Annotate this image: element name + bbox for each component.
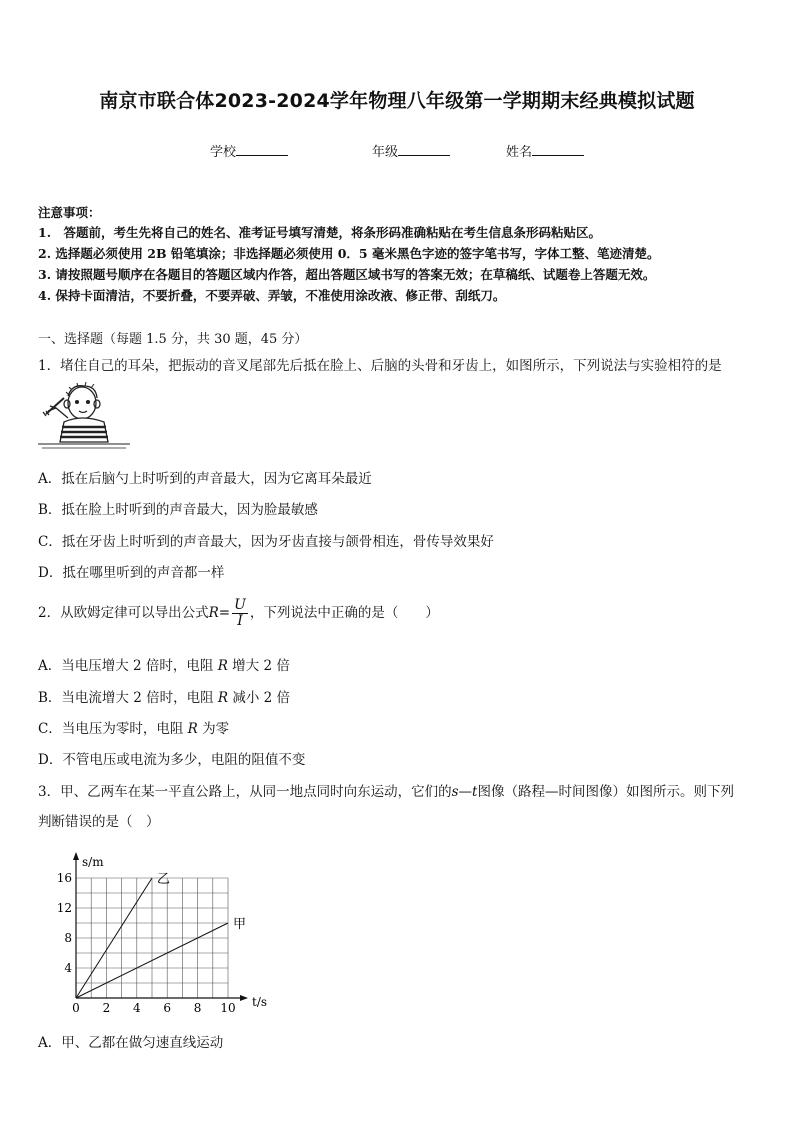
q2-frac-numerator: U [234, 597, 246, 613]
x-tick-label: 8 [193, 1001, 202, 1015]
st-graph [38, 848, 288, 1018]
y-axis-arrow [73, 852, 79, 860]
q2-var-r: R [208, 605, 219, 621]
x-tick-label: 6 [163, 1001, 172, 1015]
name-blank[interactable] [532, 143, 584, 156]
notice-item: 2. 选择题必须使用 2B 铅笔填涂；非选择题必须使用 0．5 毫米黑色字迹的签字笔书写，字体工整、笔迹清楚。 [38, 246, 660, 261]
x-axis-arrow [240, 995, 248, 1001]
q1-option-b: B．抵在脸上时听到的声音最大，因为脸最敏感 [38, 502, 318, 518]
y-tick-label: 4 [64, 961, 72, 975]
q2-stem-post: ，下列说法中正确的是（ ） [249, 605, 439, 621]
q3-option-a: A．甲、乙都在做匀速直线运动 [38, 1035, 224, 1051]
option-text: B．当电流增大 2 倍时，电阻 [38, 690, 218, 706]
x-tick-label: 2 [102, 1001, 111, 1015]
q3-stem-post: 图像（路程—时间图像）如图所示。则下列 [477, 784, 734, 800]
q2-frac-denominator: I [237, 613, 243, 629]
school-blank[interactable] [236, 143, 288, 156]
q2-option-c [38, 717, 229, 737]
q1-stem: 1．堵住自己的耳朵，把振动的音叉尾部先后抵在脸上、后脑的头骨和牙齿上，如图所示，下列说法与实验相符的是 [38, 358, 722, 374]
q3-var-t: t [472, 784, 478, 800]
q3-var-s: s [451, 784, 459, 800]
q2-stem [38, 598, 439, 629]
q3-stem-line2: 判断错误的是（ ） [38, 814, 160, 830]
series-label: 乙 [157, 872, 171, 887]
series-label: 甲 [233, 917, 247, 932]
y-tick-label: 16 [56, 871, 72, 885]
school-field [210, 141, 288, 160]
name-label: 姓名 [506, 145, 533, 160]
q2-option-d [38, 748, 305, 768]
q1-option-d: D．抵在哪里听到的声音都一样 [38, 565, 225, 581]
q2-option-a [38, 654, 290, 674]
q1-option-c: C．抵在牙齿上时听到的声音最大，因为牙齿直接与颌骨相连，骨传导效果好 [38, 534, 494, 550]
q2-stem-pre: 2．从欧姆定律可以导出公式 [38, 605, 209, 621]
notice-heading: 注意事项： [38, 205, 101, 220]
option-text: A．当电压增大 2 倍时，电阻 [38, 658, 218, 674]
section-heading: 一、选择题（每题 1.5 分，共 30 题，45 分） [38, 332, 308, 347]
x-tick-label: 0 [72, 1001, 80, 1015]
notice-item: 4. 保持卡面清洁，不要折叠，不要弄破、弄皱，不准使用涂改液、修正带、刮纸刀。 [38, 288, 506, 303]
option-var: R [187, 721, 198, 737]
grade-label: 年级 [372, 145, 399, 160]
name-field [506, 141, 584, 160]
y-tick-label: 8 [64, 931, 72, 945]
x-tick-label: 4 [132, 1001, 141, 1015]
option-text: D．不管电压或电流为多少，电阻的阻值不变 [38, 752, 306, 768]
q1-option-a: A．抵在后脑勺上时听到的声音最大，因为它离耳朵最近 [38, 471, 372, 487]
x-axis-label: t/s [252, 995, 268, 1009]
exam-title: 南京市联合体2023-2024学年物理八年级第一学期期末经典模拟试题 [99, 90, 695, 112]
q3-stem [38, 780, 734, 800]
q2-equals: = [218, 605, 231, 621]
option-var: R [217, 690, 229, 706]
y-tick-label: 12 [56, 901, 72, 915]
grade-blank[interactable] [398, 143, 450, 156]
notice-item: 3. 请按照题号顺序在各题目的答题区域内作答，超出答题区域书写的答案无效；在草稿纸、试题卷上答题无效。 [38, 267, 656, 282]
q2-fraction [232, 598, 248, 629]
q3-dash: — [458, 784, 473, 800]
option-text: C．当电压为零时，电阻 [38, 721, 188, 737]
grade-field [372, 141, 450, 160]
option-text: 为零 [197, 721, 230, 737]
q2-option-b [38, 686, 290, 706]
q3-stem-pre: 3．甲、乙两车在某一平直公路上，从同一地点同时向东运动，它们的 [38, 784, 452, 800]
option-text: 减小 2 倍 [228, 690, 291, 706]
notice-item: 1. 答题前，考生先将自己的姓名、准考证号填写清楚，将条形码准确粘贴在考生信息条形码粘贴区。 [38, 225, 602, 240]
option-var: R [217, 658, 228, 674]
y-axis-label: s/m [82, 855, 104, 869]
q1-illustration [38, 378, 130, 452]
school-label: 学校 [210, 145, 237, 160]
option-text: 增大 2 倍 [227, 658, 290, 674]
x-tick-label: 10 [220, 1001, 236, 1015]
